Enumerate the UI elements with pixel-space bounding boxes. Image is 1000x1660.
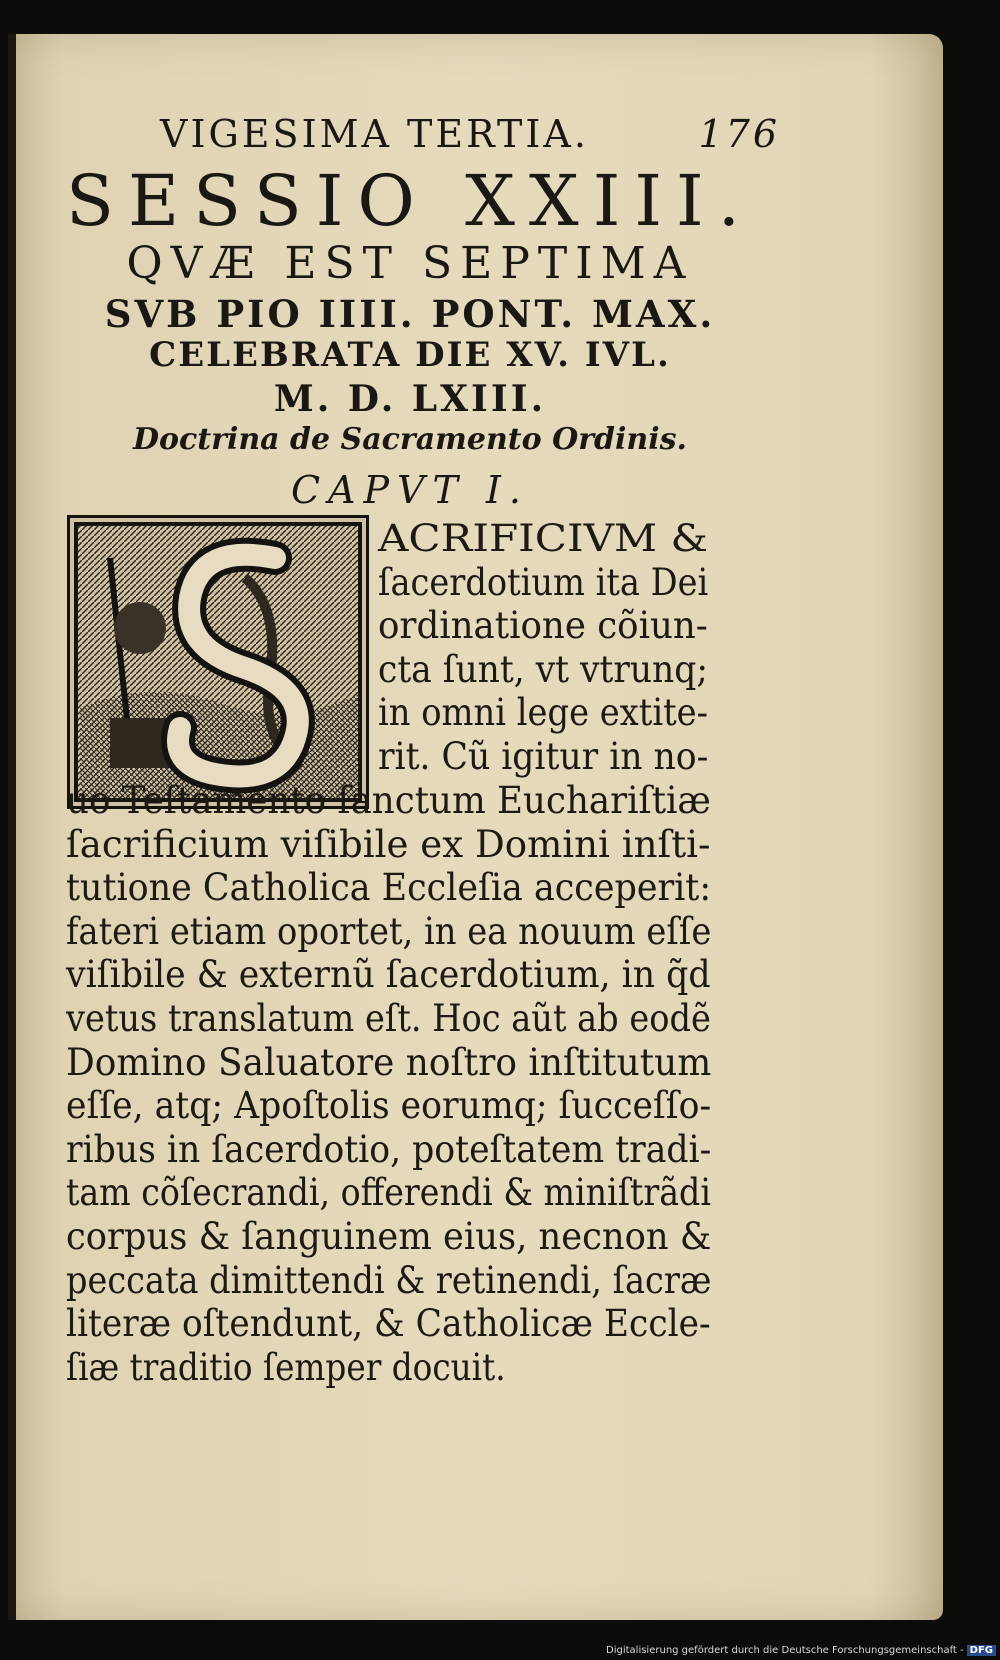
- running-title: VIGESIMA TERTIA.: [160, 112, 589, 156]
- text-line: viſibile & externũ ſacerdotium, in q̃d: [66, 953, 711, 997]
- text-line: ACRIFICIVM &: [378, 517, 709, 560]
- text-line: ordinatione cõiun-: [378, 604, 708, 647]
- doctrine-heading: Doctrina de Sacramento Ordinis.: [133, 422, 687, 457]
- chapter-heading: CAPVT I.: [290, 468, 530, 512]
- text-line: in omni lege extite-: [378, 691, 709, 734]
- session-subtitle: QVÆ EST SEPTIMA: [126, 238, 694, 289]
- running-header: [160, 112, 780, 156]
- text-line: ſacrificium viſibile ex Domini inſti-: [66, 822, 711, 866]
- digitization-credit: [606, 1645, 996, 1656]
- pope-line: SVB PIO IIII. PONT. MAX.: [104, 292, 716, 336]
- credit-text: Digitalisierung gefördert durch die Deutsche Forschungsgemeinschaft -: [606, 1645, 964, 1656]
- text-line: vetus translatum eſt. Hoc aũt ab eodẽ: [66, 997, 711, 1040]
- text-line: Domino Saluatore noſtro inſtitutum: [66, 1040, 712, 1084]
- text-line: eſſe, atq; Apoſtolis eorumq; ſucceſſo-: [66, 1084, 712, 1128]
- woodcut-initial-illustration: [70, 518, 366, 806]
- text-line: rit. Cũ igitur in no-: [378, 734, 709, 778]
- text-line: peccata dimittendi & retinendi, ſacræ: [66, 1258, 712, 1302]
- text-line: ſacerdotium ita Dei: [378, 560, 709, 604]
- text-line: cta ſunt, vt vtrunq;: [378, 647, 708, 691]
- text-line: uo Teſtamento ſanctum Euchariſtiæ: [66, 779, 711, 822]
- year-line: M. D. LXIII.: [273, 378, 547, 420]
- text-line: ribus in ſacerdotio, poteſtatem tradi-: [66, 1127, 712, 1171]
- page-number: 176: [698, 112, 780, 156]
- text-line: ſiæ traditio ſemper docuit.: [66, 1345, 506, 1389]
- date-line: CELEBRATA DIE XV. IVL.: [149, 335, 671, 375]
- session-title: SESSIO XXIII.: [66, 160, 754, 242]
- text-line: corpus & ſanguinem eius, necnon &: [66, 1215, 712, 1258]
- dfg-logo: DFG: [967, 1645, 996, 1656]
- text-line: tam cõſecrandi, offerendi & miniſtrãdi: [66, 1171, 711, 1215]
- page-gutter: [8, 34, 16, 1620]
- decorated-initial: [67, 515, 369, 809]
- text-line: fateri etiam oportet, in ea nouum eſſe: [66, 909, 712, 953]
- text-line: literæ oſtendunt, & Catholicæ Eccle-: [66, 1302, 711, 1346]
- text-line: tutione Catholica Eccleſia acceperit:: [66, 866, 712, 910]
